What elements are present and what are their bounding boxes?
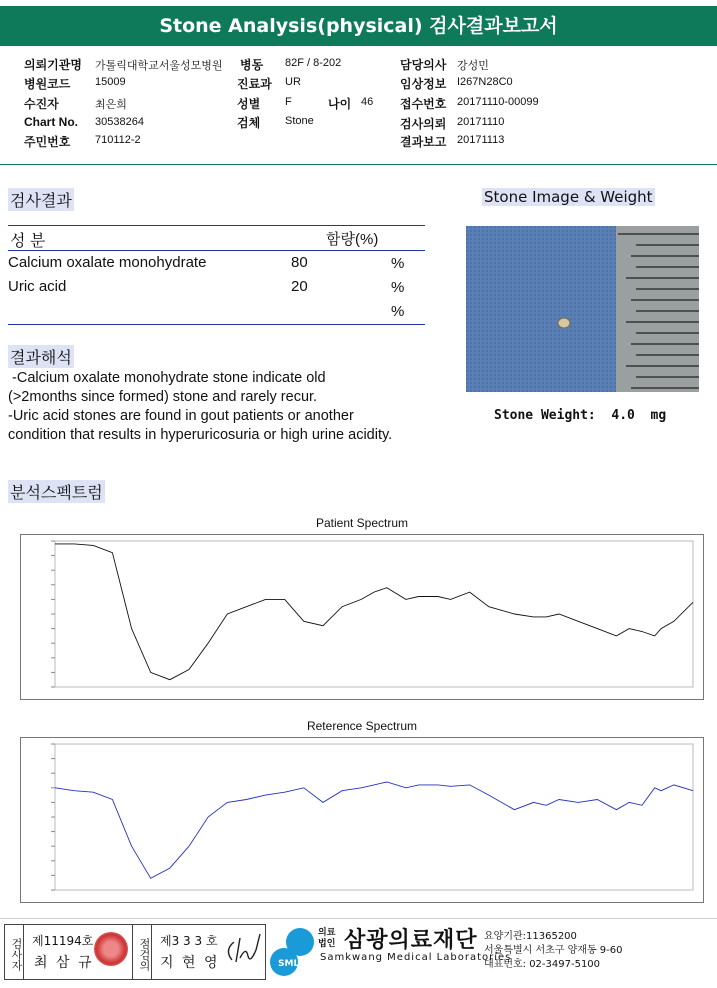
spectrum-series-line xyxy=(55,782,693,878)
org-english: Samkwang Medical Laboratories xyxy=(320,952,512,963)
reference-spectrum-chart xyxy=(20,737,704,903)
stone-photo-graphic xyxy=(466,226,699,392)
sml-logo-text: SML xyxy=(278,959,300,969)
specimen-value: Stone xyxy=(285,115,314,127)
receipt-value: 20171110-00099 xyxy=(457,96,539,108)
doctor-value: 강성민 xyxy=(457,60,489,72)
hospital-code-value: 15009 xyxy=(95,76,126,88)
results-section-title: 검사결과 xyxy=(8,188,74,211)
specimen-label: 검체 xyxy=(237,116,261,130)
reviewer-license: 제3 3 3 호 xyxy=(160,934,218,948)
interp-line-4: condition that results in hyperuricosuria or high urine acidity. xyxy=(8,427,393,443)
reviewer-name: 지 현 영 xyxy=(160,955,220,971)
org-phone: 대표번호: 02-3497-5100 xyxy=(484,959,601,970)
row2-name: Uric acid xyxy=(8,278,67,295)
request-value: 20171110 xyxy=(457,116,505,128)
row1-name: Calcium oxalate monohydrate xyxy=(8,254,207,271)
row2-unit: % xyxy=(391,279,405,296)
sex-label: 성별 xyxy=(237,97,261,111)
institution-value: 가톨릭대학교서울성모병원 xyxy=(95,60,223,72)
hospital-code-label: 병원코드 xyxy=(24,77,71,91)
chart-no-label: Chart No. xyxy=(24,115,78,129)
spectrum-series-line xyxy=(55,544,693,680)
table-top-line xyxy=(8,225,425,226)
dept-label: 진료과 xyxy=(237,77,272,91)
examiner-license: 제11194호 xyxy=(32,934,94,948)
corp-prefix: 의료법인 xyxy=(318,928,336,949)
plot-frame xyxy=(55,541,693,687)
row2-value: 20 xyxy=(291,278,308,295)
examiner-label: 검사자 xyxy=(4,924,24,980)
reference-spectrum-title: Reterence Spectrum xyxy=(306,719,418,733)
row1-unit: % xyxy=(391,255,405,272)
chart-no-value: 30538264 xyxy=(95,116,144,128)
footer xyxy=(0,918,717,988)
col-component: 성 분 xyxy=(10,233,46,250)
report-title: Stone Analysis(physical) 검사결과보고서 xyxy=(0,6,717,46)
clinical-value: I267N28C0 xyxy=(457,76,513,88)
interp-line-2: (>2months since formed) stone and rarely recur. xyxy=(8,389,318,405)
patient-spectrum-title: Patient Spectrum xyxy=(315,516,409,530)
reviewer-signature-icon xyxy=(222,930,262,970)
table-header-line xyxy=(8,250,425,251)
examiner-seal-icon xyxy=(94,932,128,966)
ward-label: 병동 xyxy=(240,58,264,72)
clinical-label: 임상정보 xyxy=(400,77,447,91)
patient-value: 최은희 xyxy=(95,99,127,111)
table-bottom-line xyxy=(8,324,425,325)
receipt-label: 접수번호 xyxy=(400,97,447,111)
reference-spectrum-plot xyxy=(21,738,703,902)
org-code: 요양기관:11365200 xyxy=(484,931,577,942)
col-content: 함량(%) xyxy=(326,231,379,248)
sml-logo-icon xyxy=(270,922,318,982)
report-date-value: 20171113 xyxy=(457,134,505,146)
age-value: 46 xyxy=(361,96,374,108)
interp-line-1: -Calcium oxalate monohydrate stone indicate old xyxy=(8,370,326,386)
institution-label: 의뢰기관명 xyxy=(24,58,82,72)
interp-line-3: -Uric acid stones are found in gout patients or another xyxy=(8,408,354,424)
patient-label: 수진자 xyxy=(24,97,59,111)
interpretation-section-title: 결과해석 xyxy=(8,345,74,368)
row1-value: 80 xyxy=(291,254,308,271)
id-value: 710112-2 xyxy=(95,134,141,146)
stone-section-title: Stone Image & Weight xyxy=(484,188,653,206)
reviewer-label: 점검의 xyxy=(132,924,152,980)
patient-spectrum-plot xyxy=(21,535,703,699)
row3-unit: % xyxy=(391,303,405,320)
stone-weight: Stone Weight: 4.0 mg xyxy=(494,408,667,423)
examiner-name: 최 삼 규 xyxy=(34,955,94,971)
spectrum-section-title: 분석스펙트럼 xyxy=(8,480,105,503)
ward-value: 82F / 8-202 xyxy=(285,57,342,69)
patient-info xyxy=(0,52,717,164)
org-name: 삼광의료재단 xyxy=(344,928,478,953)
org-address: 서울특별시 서초구 양재동 9-60 xyxy=(484,945,623,956)
id-label: 주민번호 xyxy=(24,135,71,149)
request-label: 검사의뢰 xyxy=(400,117,447,131)
age-label: 나이 xyxy=(328,97,352,111)
plot-frame xyxy=(55,744,693,890)
dept-value: UR xyxy=(285,76,301,88)
stone-photo xyxy=(466,226,699,392)
patient-spectrum-chart xyxy=(20,534,704,700)
info-divider xyxy=(0,164,717,165)
report-date-label: 결과보고 xyxy=(400,135,447,149)
sex-value: F xyxy=(285,96,292,108)
doctor-label: 담당의사 xyxy=(400,58,447,72)
interpretation-text xyxy=(8,369,458,445)
